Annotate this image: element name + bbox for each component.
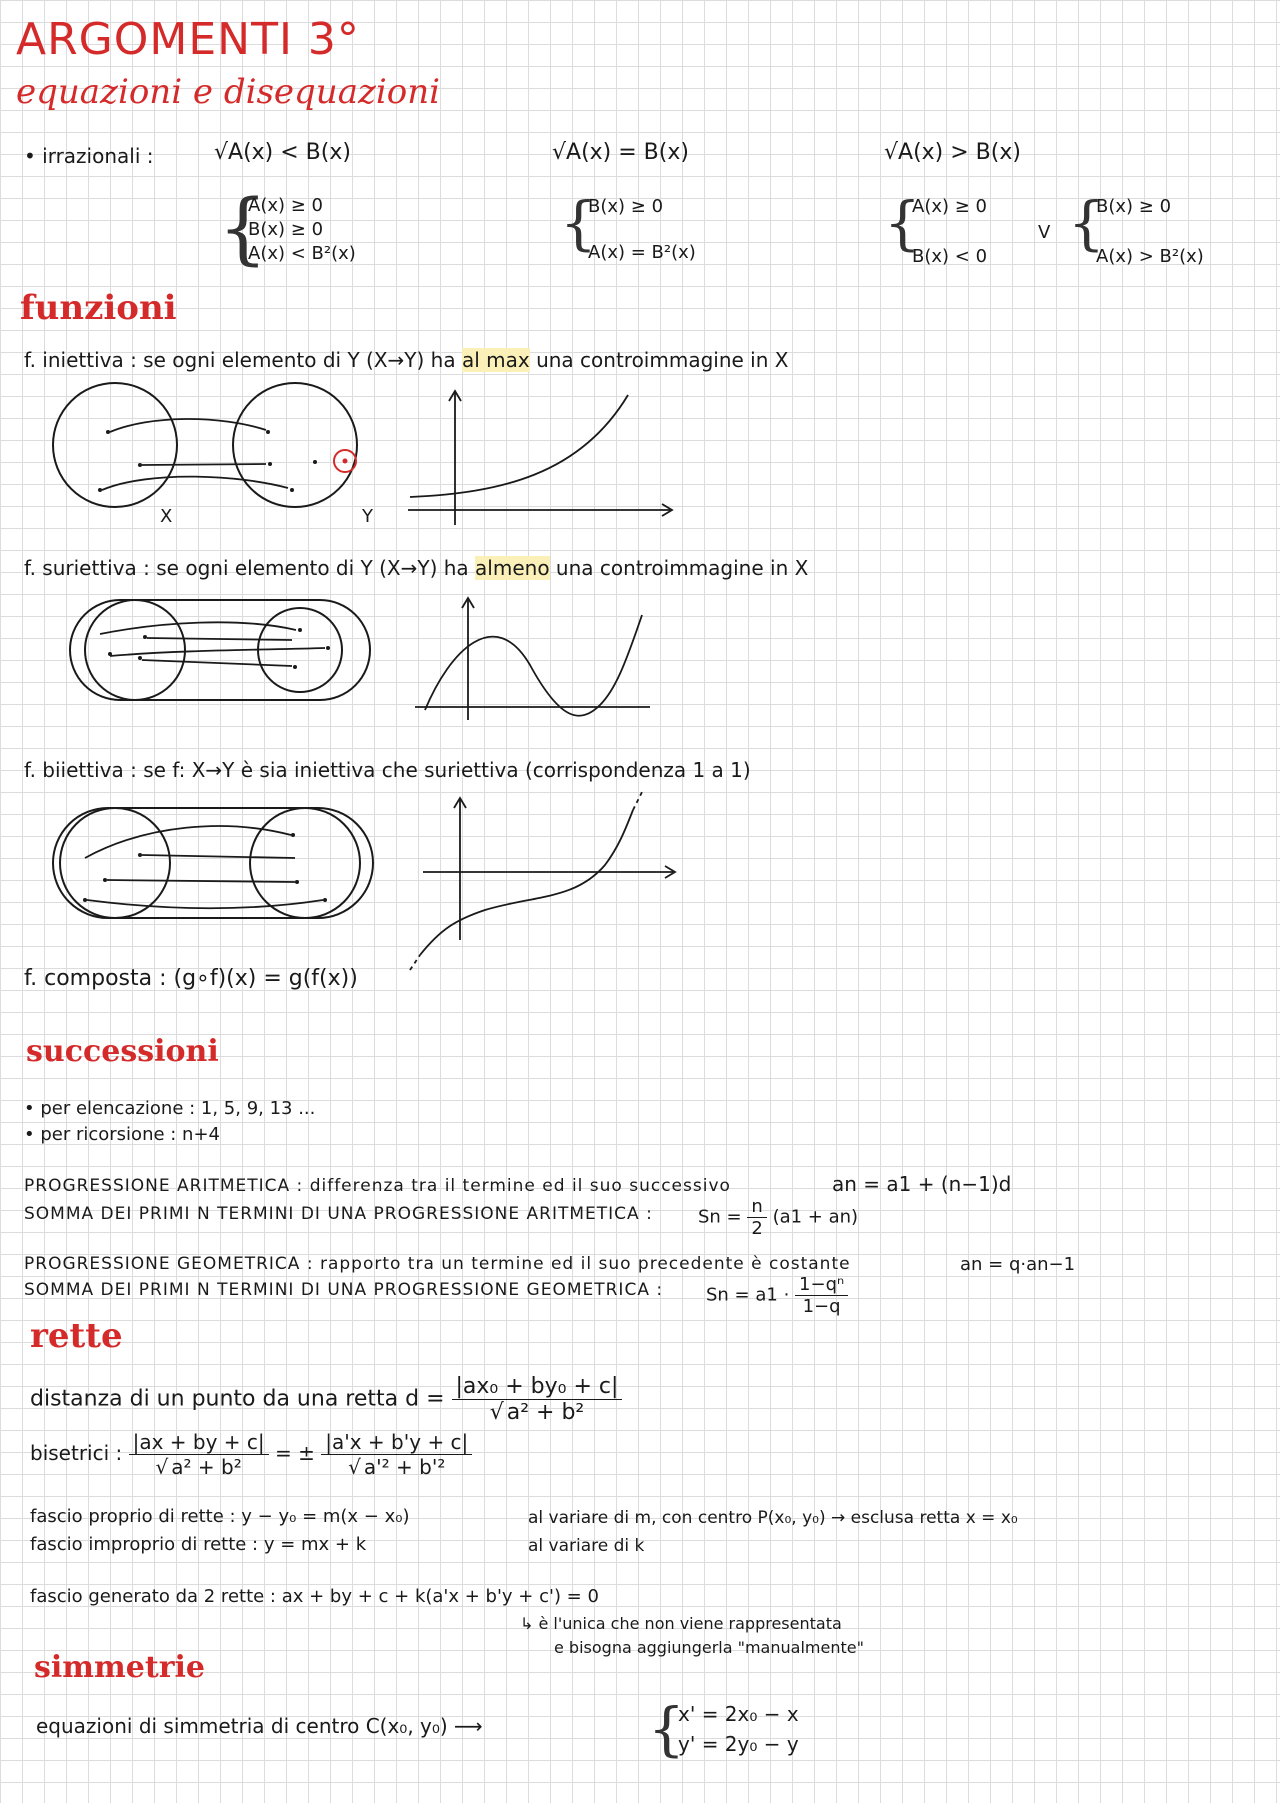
simmetria-eq: y' = 2y₀ − y bbox=[678, 1732, 799, 1756]
section-rette: rette bbox=[30, 1316, 123, 1356]
def-iniettiva bbox=[24, 348, 788, 372]
fraction bbox=[452, 1374, 623, 1425]
brace-1: { bbox=[218, 184, 268, 274]
irr-case1-line: B(x) ≥ 0 bbox=[248, 219, 324, 240]
fraction bbox=[747, 1196, 766, 1239]
simmetria-centrale: equazioni di simmetria di centro C(x₀, y₀) ⟶ bbox=[36, 1714, 483, 1738]
irr-case1-line: A(x) < B²(x) bbox=[248, 243, 356, 264]
fraction bbox=[321, 1430, 472, 1479]
denominator: 1−q bbox=[802, 1296, 841, 1317]
simmetria-eq: x' = 2x₀ − x bbox=[678, 1702, 799, 1726]
formula-part: (a1 + an) bbox=[772, 1206, 859, 1228]
fascio-proprio: fascio proprio di rette : y − y₀ = m(x − x₀) bbox=[30, 1506, 410, 1527]
succ-item: • per elencazione : 1, 5, 9, 13 ... bbox=[24, 1098, 316, 1119]
prog-geometrica-formula: an = q·an−1 bbox=[960, 1254, 1076, 1275]
denominator: √ a² + b² bbox=[155, 1455, 242, 1479]
irr-case2-line: B(x) ≥ 0 bbox=[588, 196, 664, 217]
def-text: f. suriettiva : se ogni elemento di Y (X→Y) ha bbox=[24, 556, 476, 580]
fascio-generato: fascio generato da 2 rette : ax + by + c + k(a'x + b'y + c') = 0 bbox=[30, 1586, 599, 1607]
irr-case3-alt-line: B(x) ≥ 0 bbox=[1096, 196, 1172, 217]
brace-4: { bbox=[1068, 189, 1105, 257]
irr-case3-alt-line: A(x) > B²(x) bbox=[1096, 246, 1204, 267]
sqrt-content: a² + b² bbox=[168, 1454, 241, 1479]
somma-geometrica: SOMMA DEI PRIMI N TERMINI DI UNA PROGRESSIONE GEOMETRICA : bbox=[24, 1280, 664, 1300]
denominator: 2 bbox=[751, 1218, 763, 1239]
fraction bbox=[129, 1430, 269, 1479]
denominator: √ a² + b² bbox=[489, 1400, 585, 1425]
numerator: |ax + by + c| bbox=[129, 1430, 269, 1455]
def-text: una controimmagine in X bbox=[549, 556, 809, 580]
fascio-note: e bisogna aggiungerla "manualmente" bbox=[554, 1638, 864, 1657]
suriettiva-graph bbox=[410, 595, 670, 725]
irrazionali-label: • irrazionali : bbox=[24, 144, 154, 168]
brace-simmetria: { bbox=[648, 1695, 685, 1763]
fascio-improprio: fascio improprio di rette : y = mx + k bbox=[30, 1534, 367, 1555]
irr-case1-head: √A(x) < B(x) bbox=[214, 140, 351, 165]
fraction bbox=[795, 1274, 848, 1317]
iniettiva-sets-diagram bbox=[40, 380, 380, 530]
def-text: f. iniettiva : se ogni elemento di Y (X→Y) ha bbox=[24, 348, 462, 372]
section-successioni: successioni bbox=[26, 1034, 219, 1069]
brace-3: { bbox=[884, 189, 921, 257]
highlight: almeno bbox=[475, 556, 550, 580]
formula-part: Sn = a1 · bbox=[706, 1284, 790, 1306]
somma-aritmetica: SOMMA DEI PRIMI N TERMINI DI UNA PROGRESSIONE ARITMETICA : bbox=[24, 1204, 653, 1224]
numerator: |ax₀ + by₀ + c| bbox=[452, 1374, 623, 1400]
irr-case3-line: A(x) ≥ 0 bbox=[912, 196, 987, 217]
highlight: al max bbox=[461, 348, 530, 372]
formula-part: Sn = bbox=[698, 1206, 742, 1228]
iniettiva-graph bbox=[400, 385, 680, 525]
fascio-improprio-note: al variare di k bbox=[528, 1536, 645, 1556]
numerator: 1−qⁿ bbox=[795, 1274, 848, 1296]
section-simmetrie: simmetrie bbox=[34, 1650, 206, 1685]
section-funzioni: funzioni bbox=[20, 288, 177, 328]
irr-case1-system bbox=[248, 194, 356, 266]
biiettiva-graph bbox=[415, 790, 675, 970]
irr-case3-line: B(x) < 0 bbox=[912, 246, 988, 267]
set-y-label: Y bbox=[362, 506, 373, 527]
formula-label: distanza di un punto da una retta d = bbox=[30, 1386, 445, 1412]
fascio-note: ↳ è l'unica che non viene rappresentata bbox=[520, 1614, 842, 1633]
or-symbol: V bbox=[1038, 222, 1051, 243]
prog-aritmetica: PROGRESSIONE ARITMETICA : differenza tra il termine ed il suo successivo bbox=[24, 1176, 731, 1196]
irr-case2-line: A(x) = B²(x) bbox=[588, 242, 696, 263]
biiettiva-sets-diagram bbox=[45, 800, 385, 930]
suriettiva-sets-diagram bbox=[60, 592, 380, 712]
succ-item: • per ricorsione : n+4 bbox=[24, 1124, 220, 1145]
page-title: ARGOMENTI 3° bbox=[16, 14, 360, 65]
brace-2: { bbox=[560, 189, 597, 257]
irr-case3-head: √A(x) > B(x) bbox=[884, 140, 1021, 165]
somma-geometrica-formula bbox=[706, 1274, 848, 1317]
def-suriettiva bbox=[24, 556, 808, 580]
formula-part: = ± bbox=[275, 1441, 315, 1465]
numerator: n bbox=[747, 1196, 766, 1218]
set-x-label: X bbox=[160, 506, 173, 527]
sqrt-content: a'² + b'² bbox=[361, 1454, 445, 1479]
prog-aritmetica-formula: an = a1 + (n−1)d bbox=[832, 1172, 1012, 1196]
denominator: √ a'² + b'² bbox=[348, 1455, 446, 1479]
distanza-punto-retta bbox=[30, 1374, 622, 1425]
irr-case1-line: A(x) ≥ 0 bbox=[248, 195, 323, 216]
sqrt-content: a² + b² bbox=[504, 1399, 585, 1425]
irr-case2-head: √A(x) = B(x) bbox=[552, 140, 689, 165]
def-composta: f. composta : (g∘f)(x) = g(f(x)) bbox=[24, 966, 358, 991]
numerator: |a'x + b'y + c| bbox=[321, 1430, 472, 1455]
prog-geometrica: PROGRESSIONE GEOMETRICA : rapporto tra un termine ed il suo precedente è costante bbox=[24, 1254, 851, 1274]
fascio-proprio-note: al variare di m, con centro P(x₀, y₀) → esclusa retta x = x₀ bbox=[528, 1508, 1018, 1528]
formula-label: bisetrici : bbox=[30, 1441, 123, 1465]
def-biiettiva: f. biiettiva : se f: X→Y è sia iniettiva che suriettiva (corrispondenza 1 a 1) bbox=[24, 758, 751, 782]
somma-aritmetica-formula bbox=[698, 1196, 858, 1239]
section-equazioni: equazioni e disequazioni bbox=[16, 72, 440, 112]
def-text: una controimmagine in X bbox=[529, 348, 789, 372]
bisettrici bbox=[30, 1430, 472, 1479]
